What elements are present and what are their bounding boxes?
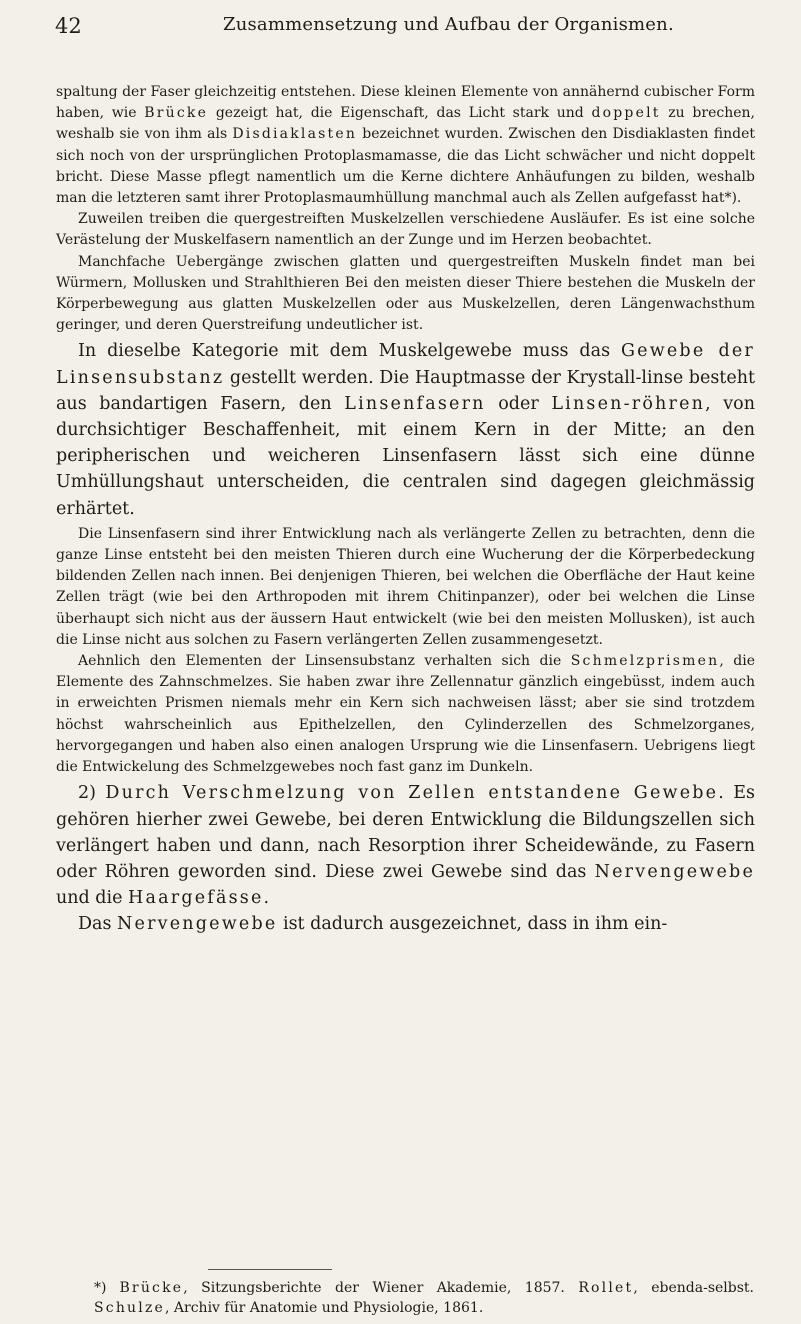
term: Gewebe der Linsensubstanz: [56, 341, 756, 388]
paragraph-3: Manchfache Uebergänge zwischen glatten und quergestreiften Muskeln findet man bei Würmern, Mollusken und Strahlthieren Bei den meisten dieser Thiere bestehen die Muskeln der Körperbewegung aus glatten Muskelzellen oder aus Muskelzellen, deren Längenwachsthum geringer, und deren Querstreifung undeutlicher ist.: [56, 253, 755, 334]
term: Schmelzprismen: [570, 653, 720, 670]
section-heading: Durch Verschmelzung von Zellen entstandene Gewebe: [105, 783, 719, 804]
footnote-mark: *): [94, 1280, 107, 1296]
term: Nervengewebe: [117, 914, 278, 935]
emphasis: doppelt: [591, 105, 661, 122]
body-text: [56, 82, 755, 938]
author-name: Rollet: [578, 1280, 634, 1296]
author-name: Schulze: [94, 1300, 166, 1316]
author-name: Brücke: [119, 1280, 184, 1296]
term: Disdiaklasten: [232, 126, 358, 143]
paragraph-4: In dieselbe Kategorie mit dem Muskelgewebe muss das Gewebe der Linsensubstanz gestellt werden. Die Hauptmasse der Krystall-linse besteht aus bandartigen Fasern, den Linsenfasern oder Linsen-röhren, von durchsichtiger Beschaffenheit, mit einem Kern in der Mitte; an den peripherischen und weicheren Linsenfasern lässt sich eine dünne Umhüllungshaut unterscheiden, die centralen sind dagegen gleichmässig erhärtet.: [56, 341, 756, 519]
page-header: [55, 8, 745, 48]
paragraph-5: Die Linsenfasern sind ihrer Entwicklung nach als verlängerte Zellen zu betrachten, denn die ganze Linse entsteht bei den meisten Thieren durch eine Wucherung der die Körperbedeckung bildenden Zellen nach innen. Bei denjenigen Thieren, bei welchen die Oberfläche der Haut keine Zellen trägt (wie bei den Arthropoden mit ihrem Chitinpanzer), oder bei welchen die Linse überhaupt sich nicht aus der äussern Haut entwickelt (wie bei den meisten Mollusken), ist auch die Linse nicht aus solchen zu Fasern verlängerten Zellen zusammengesetzt.: [56, 525, 755, 648]
author-name: Brücke: [144, 105, 209, 122]
paragraph-7: 2) Durch Verschmelzung von Zellen entstandene Gewebe. Es gehören hierher zwei Gewebe, bei deren Entwicklung die Bildungszellen sich verlängert haben und dann, nach Resorption ihrer Scheidewände, zu Fasern oder Röhren geworden sind. Diese zwei Gewebe sind das Nervengewebe und die Haargefässe.: [56, 783, 755, 909]
term: Nervengewebe: [594, 861, 755, 882]
term: Linsen-röhren: [551, 393, 706, 414]
paragraph-1: spaltung der Faser gleichzeitig entstehen. Diese kleinen Elemente von annähernd cubischer Form haben, wie Brücke gezeigt hat, die Eigenschaft, das Licht stark und doppelt zu brechen, weshalb sie von ihm als Disdiaklasten bezeichnet wurden. Zwischen den Disdiaklasten findet sich noch von der ursprünglichen Protoplasmamasse, die das Licht schwächer und nicht doppelt bricht. Diese Masse pflegt namentlich um die Kerne dichtere Anhäufungen zu bilden, weshalb man die letzteren samt ihrer Protoplasmaumhüllung manchmal auch als Zellen aufgefasst hat*).: [56, 84, 755, 207]
page-number: 42: [55, 14, 82, 38]
term: Linsenfasern: [344, 393, 486, 414]
footnote: *) Brücke, Sitzungsberichte der Wiener Akademie, 1857. Rollet, ebenda-selbst. Schulze, Archiv für Anatomie und Physiologie, 1861.: [94, 1280, 754, 1316]
paragraph-6: Aehnlich den Elementen der Linsensubstanz verhalten sich die Schmelzprismen, die Elemente des Zahnschmelzes. Sie haben zwar ihre Zellennatur gänzlich eingebüsst, indem auch in erweichten Prismen niemals mehr ein Kern sich nachweisen lässt; aber sie sind trotzdem höchst wahrscheinlich aus Epithelzellen, den Cylinderzellen des Schmelzorganes, hervorgegangen und haben also einen analogen Ursprung wie die Linsenfasern. Uebrigens liegt die Entwickelung des Schmelzgewebes noch fast ganz im Dunkeln.: [56, 653, 755, 776]
paragraph-8: Das Nervengewebe ist dadurch ausgezeichnet, dass in ihm ein-: [78, 914, 668, 935]
paragraph-2: Zuweilen treiben die quergestreiften Muskelzellen verschiedene Ausläufer. Es ist eine solche Verästelung der Muskelfasern namentlich an der Zunge und im Herzen beobachtet.: [56, 211, 755, 249]
term: Haargefässe: [128, 888, 264, 909]
footnote-divider: [208, 1269, 332, 1270]
running-title: Zusammensetzung und Aufbau der Organismen.: [223, 14, 674, 35]
